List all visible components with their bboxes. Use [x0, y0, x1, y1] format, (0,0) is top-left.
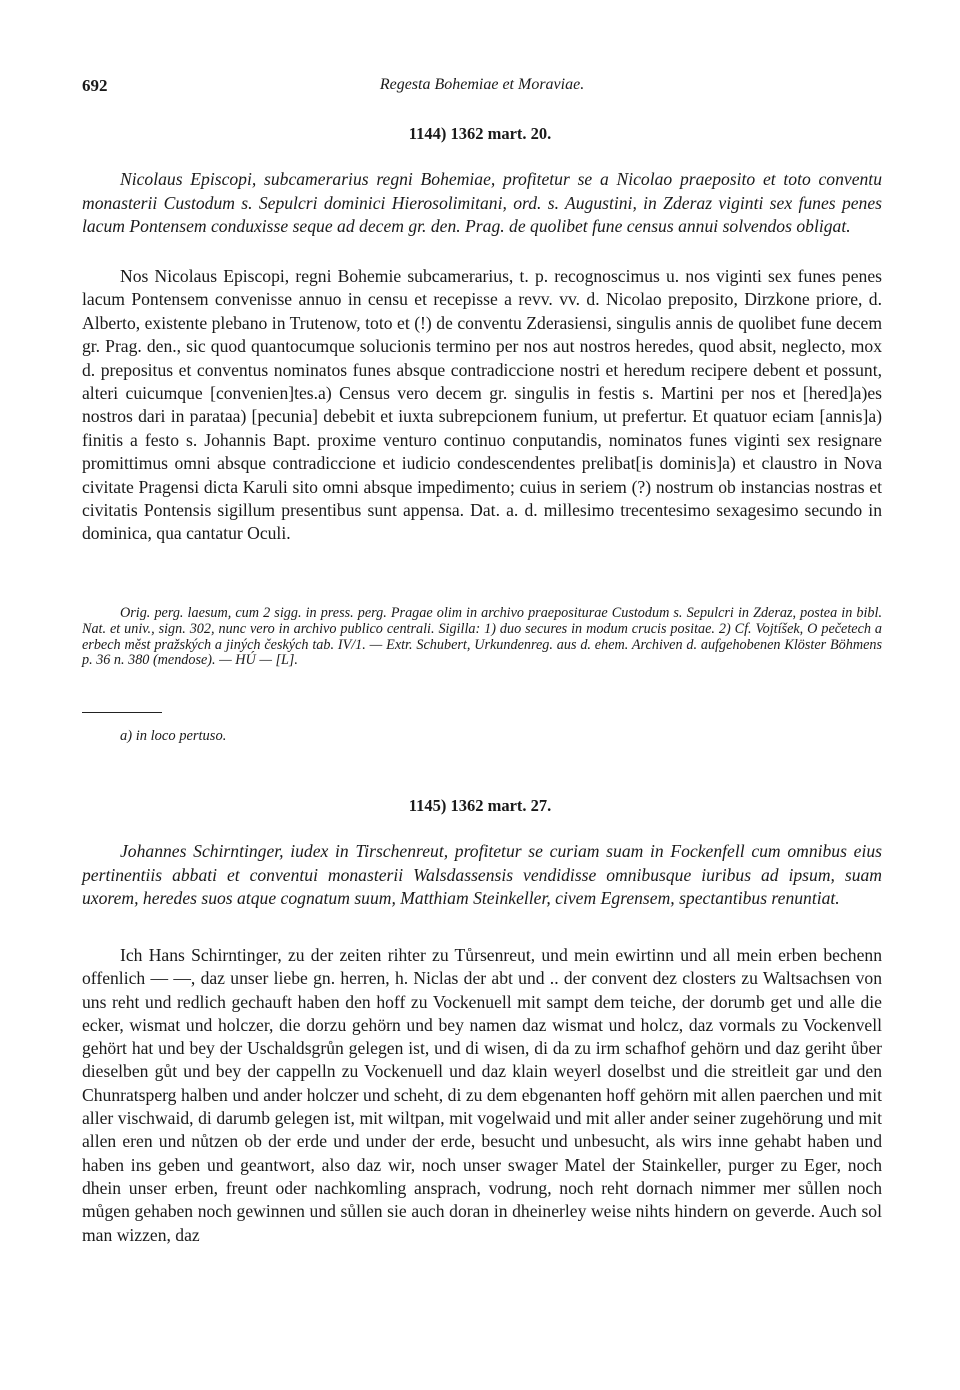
entry-heading-1144: 1144) 1362 mart. 20. [408, 124, 552, 143]
footnote: a) in loco pertuso. [120, 728, 227, 744]
entry-heading-1145: 1145) 1362 mart. 27. [408, 796, 552, 815]
entry-regest-1145: Johannes Schirntinger, iudex in Tirschenreut, profitetur se curiam suam in Fockenfell cum omnibus eius pertinentiis abbati et conventui monasterii Walsdassensis vendidisse omnibusque iuribus ad ipsum, suam uxorem, heredes suos atque cognatum suum, Matthiam Steinkeller, civem Egrensem, spectantibus renuntiat. [82, 841, 882, 909]
entry-text-1145: Ich Hans Schirntinger, zu der zeiten rihter zu Tůrsenreut, und mein ewirtinn und all mein erben bechenn offenlich — —, daz unser liebe gn. herren, h. Niclas der abt und .. der convent dez closters zu Waltsachsen von uns reht und redlich gechauft haben den hoff zu Vockenuell mit sampt dem teiche, der dorumb get und alle die ecker, wismat und holczer, die dorzu gehörn und bey namen daz wismat und holcz, daz vormals zu Vockenvell gehört hat und bey der Uschaldsgrůn gelegen ist, und di wisen, di da zu irm schafhof gehörn und daz geriht ůber dieselben gůt und bey der cappelln zu Vockenuell und daz klain weyerl doselbst und die streitleit gar und den Chunratsperg halben und ander holczer und scheht, di zu dem ebgenanten hoff gehörn mit allen paerchen und mit aller vischwaid, di darumb gelegen ist, mit wiltpan, mit vogelwaid und mit aller ander seiner zugehörung und mit allen eren und nůtzen ob der erde und under der erde, besucht und unbesucht, als wirs inne gehabt haben und haben ins geben und geantwort, also daz wir, noch unser swager Matel der Stainkeller, purger zu Eger, noch dhein unser erben, freunt oder nachkomling ansprach, vodrung, noch reht dornach nimmer mer sůllen noch můgen gehaben noch gewinnen und sůllen sie auch doran in dheinerley weise nihts hindern on geverde. Auch sol man wizzen, daz [82, 945, 882, 1245]
entry-regest-1144: Nicolaus Episcopi, subcamerarius regni Bohemiae, profitetur se a Nicolao praeposito et toto conventu monasterii Custodum s. Sepulcri dominici Hierosolimitani, ord. s. Augustini, in Zderaz viginti sex funes penes lacum Pontensem conduxisse seque ad decem gr. den. Prag. de quolibet fune census annui solvendos obligat. [82, 169, 882, 237]
page-number: 692 [82, 76, 108, 95]
page-header [82, 76, 882, 100]
running-title: Regesta Bohemiae et Moraviae. [379, 76, 585, 93]
footnote-rule [82, 712, 162, 713]
entry-source-note-1144: Orig. perg. laesum, cum 2 sigg. in press. perg. Pragae olim in archivo praepositurae Custodum s. Sepulcri in Zderaz, postea in bibl. Nat. et univ., sign. 302, nunc vero in archivo publico centrali. Sigilla: 1) duo secures in modum crucis positae. 2) Cf. Vojtíšek, O pečetech a erbech měst pražských a jiných českých tab. IV/1. — Extr. Schubert, Urkundenreg. aus d. ehem. Archiven d. aufgehobenen Klöster Böhmens p. 36 n. 380 (mendose). — HÚ — [L]. [82, 605, 882, 669]
entry-text-1144: Nos Nicolaus Episcopi, regni Bohemie subcamerarius, t. p. recognoscimus u. nos viginti sex funes penes lacum Pontensem convenisse annuo in censu et recepisse a revv. vv. d. Nicolao preposito, Dirzkone priore, d. Alberto, existente plebano in Trutenow, toto et (!) de conventu Zderasiensi, singulis annis de quolibet fune decem gr. Prag. den., sic quod quantocumque solucionis termino per nos aut nostros heredes, quod absit, neglecto, mox d. prepositus et conventus nominatos funes absque contradiccione nostri et heredum recipere debent et possunt, alteri cuicumque [convenien]tes.a) Census vero decem gr. singulis in festis s. Martini per nos et [hered]a)es nostros dari in parataa) [pecunia] debebit et iuxta subrepcionem funium, ut prefertur. Et quatuor eciam [annis]a) finitis a festo s. Johannis Bapt. proxime venturo continuo conputandis, nominatos funes viginti sex resignare promittimus omni absque contradiccione et iudicio condescendentes prelibat[is dominis]a) et claustro in Nova civitate Pragensi dicta Karuli sito omni absque impedimento; cuius in seriem (?) nostrum ob instancias nostras et civitatis Pontensis sigillum presentibus sunt appensa. Dat. a. d. millesimo trecentesimo sexagesimo secundo in dominica, qua cantatur Oculi. [82, 266, 882, 544]
